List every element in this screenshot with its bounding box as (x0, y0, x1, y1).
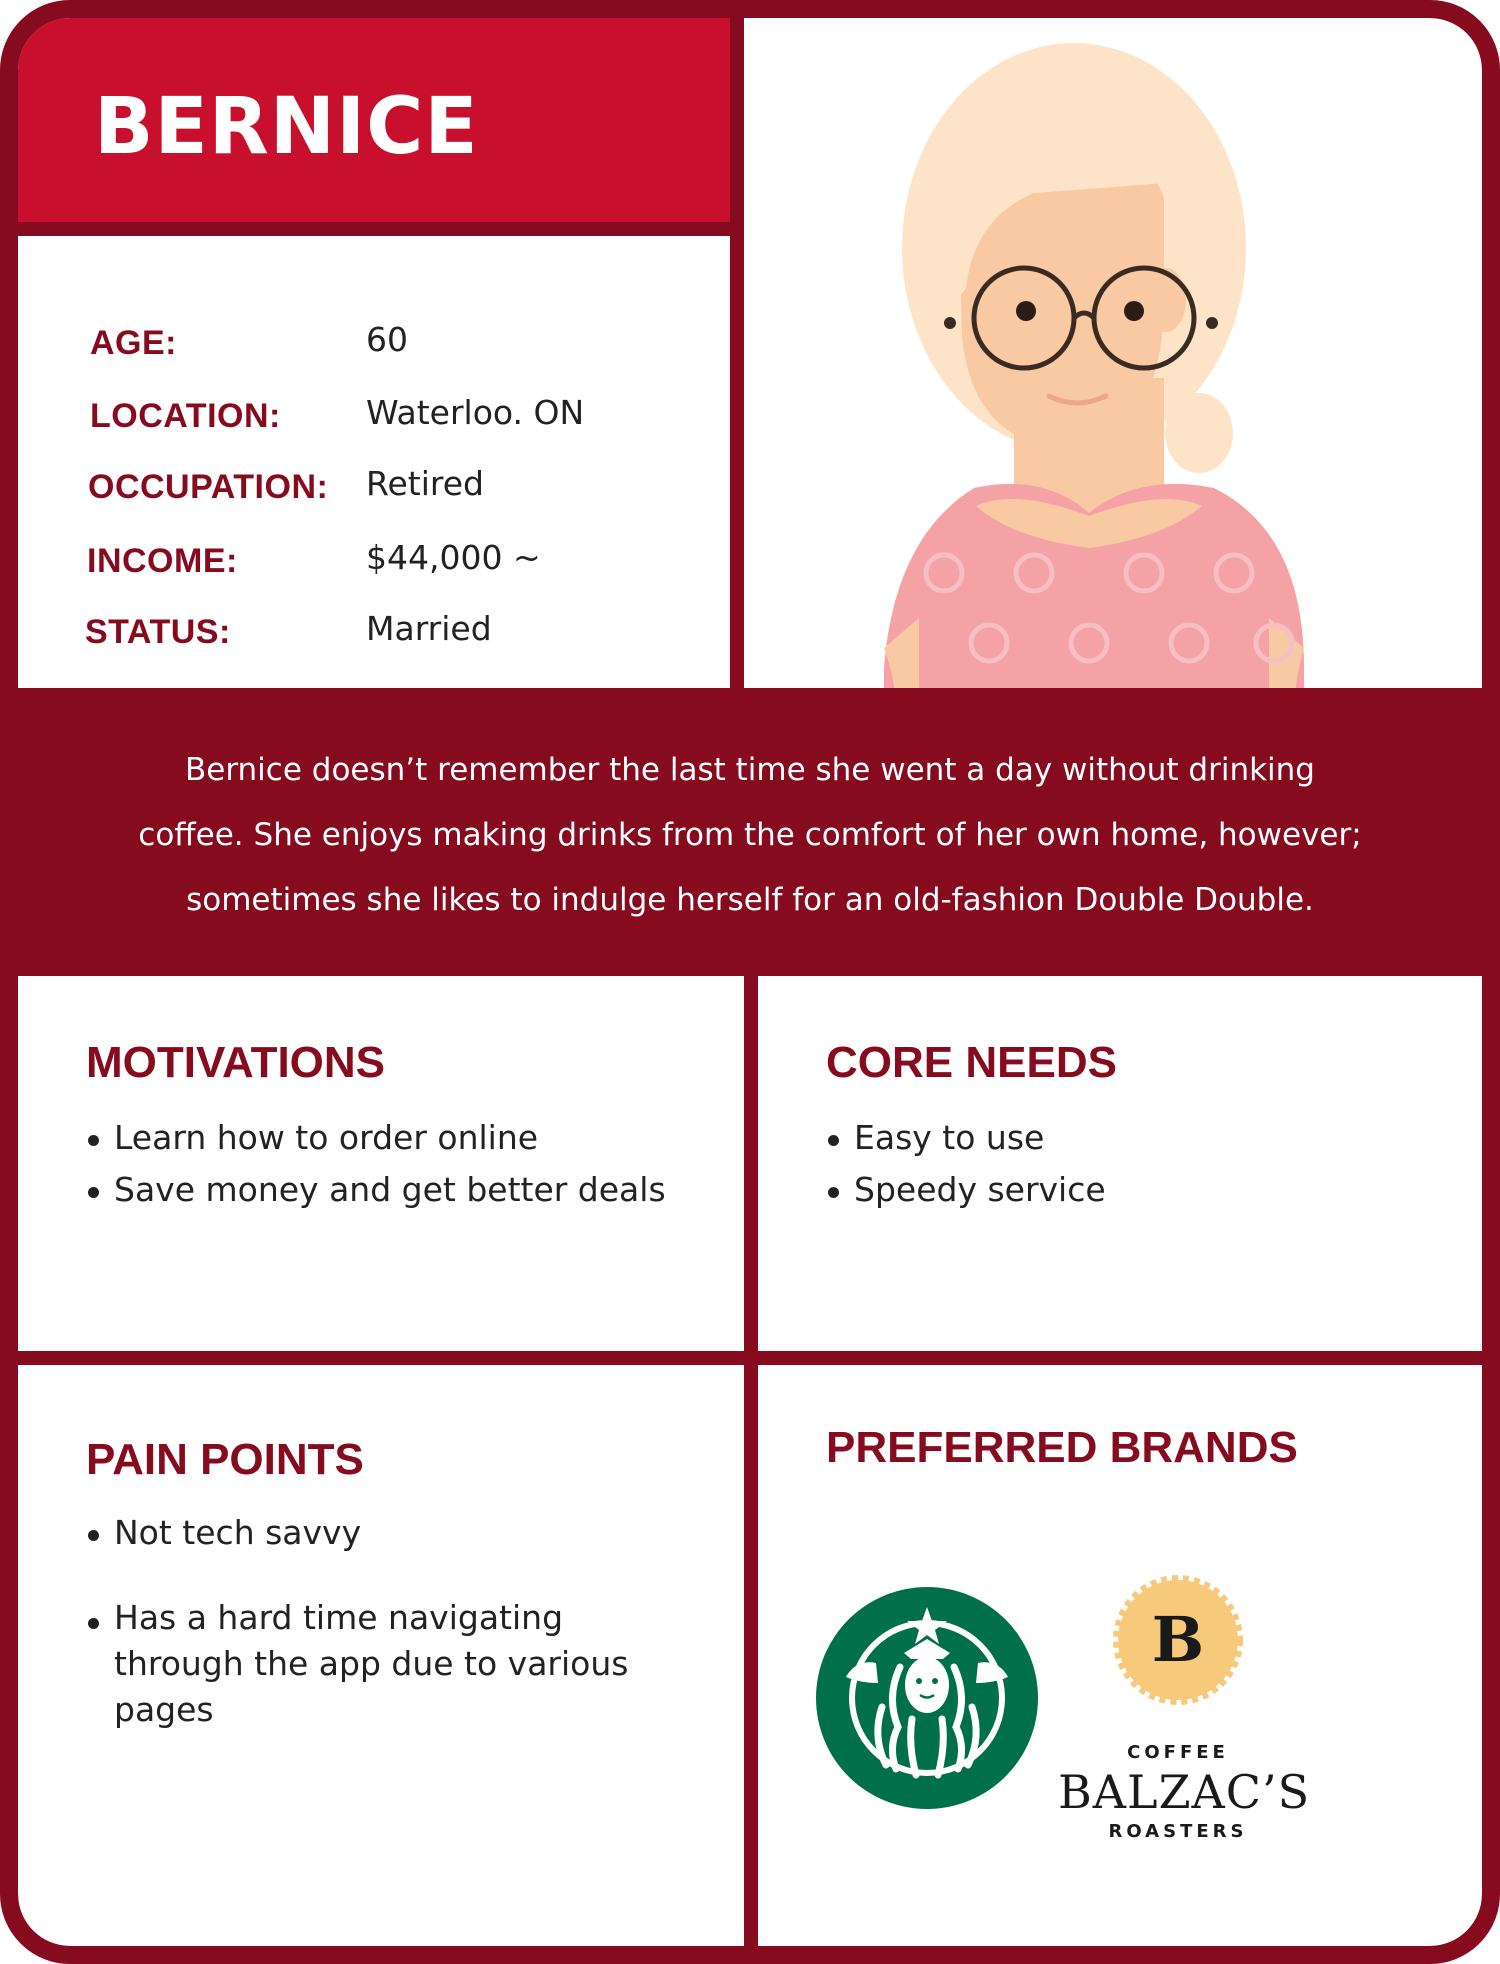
bio-line: sometimes she likes to indulge herself for an old-fashion Double Double. (186, 882, 1314, 918)
detail-label: STATUS: (85, 613, 231, 651)
balzacs-wordmark-main: BALZAC’S (1058, 1765, 1311, 1819)
detail-row-income (18, 534, 730, 584)
balzacs-wordmark-bottom: ROASTERS (1108, 1821, 1248, 1842)
list-item: Easy to use (826, 1112, 1106, 1164)
motivations-title: MOTIVATIONS (86, 1038, 386, 1087)
banner-divider (18, 222, 730, 236)
detail-label: OCCUPATION: (88, 468, 329, 506)
detail-value: 60 (366, 320, 408, 359)
motivations-panel (18, 976, 744, 1351)
detail-value: Married (366, 609, 492, 648)
portrait-panel (744, 18, 1482, 688)
balzacs-seal-icon (1113, 1575, 1243, 1705)
pain-points-panel (18, 1365, 744, 1946)
detail-value: Retired (366, 464, 484, 503)
bio-line: Bernice doesn’t remember the last time she went a day without drinking (185, 752, 1315, 788)
list-item: Speedy service (826, 1164, 1106, 1216)
list-item: Learn how to order online (86, 1112, 666, 1164)
details-list (18, 236, 730, 688)
starbucks-logo (816, 1587, 1038, 1809)
detail-row-location (18, 389, 730, 439)
persona-name: BERNICE (94, 82, 479, 172)
core-needs-title: CORE NEEDS (826, 1038, 1117, 1087)
info-panel (18, 18, 730, 688)
core-needs-panel (758, 976, 1482, 1351)
name-banner (18, 18, 730, 222)
detail-label: AGE: (90, 324, 177, 362)
detail-row-age (18, 316, 730, 366)
motivations-list (86, 1112, 666, 1216)
persona-avatar-illustration (744, 18, 1482, 688)
preferred-brands-title: PREFERRED BRANDS (826, 1423, 1298, 1472)
detail-row-status (18, 605, 730, 655)
pain-points-title: PAIN POINTS (86, 1435, 364, 1484)
core-needs-list (826, 1112, 1106, 1216)
detail-label: LOCATION: (90, 397, 281, 435)
detail-value: Waterloo. ON (366, 393, 585, 432)
list-item: Save money and get better deals (86, 1164, 666, 1216)
detail-label: INCOME: (87, 542, 238, 580)
preferred-brands-panel (758, 1365, 1482, 1946)
pain-points-list (86, 1507, 686, 1733)
detail-row-occupation (18, 460, 730, 510)
list-item: Not tech savvy (86, 1507, 686, 1559)
balzacs-wordmark-top: COFFEE (1127, 1742, 1229, 1763)
svg-text:B: B (1151, 1603, 1205, 1676)
list-item: Has a hard time navigating through the app due to various pages (86, 1595, 686, 1733)
detail-value: $44,000 ~ (366, 538, 541, 577)
persona-bio (58, 738, 1442, 933)
bio-line: coffee. She enjoys making drinks from the comfort of her own home, however; (138, 817, 1362, 853)
